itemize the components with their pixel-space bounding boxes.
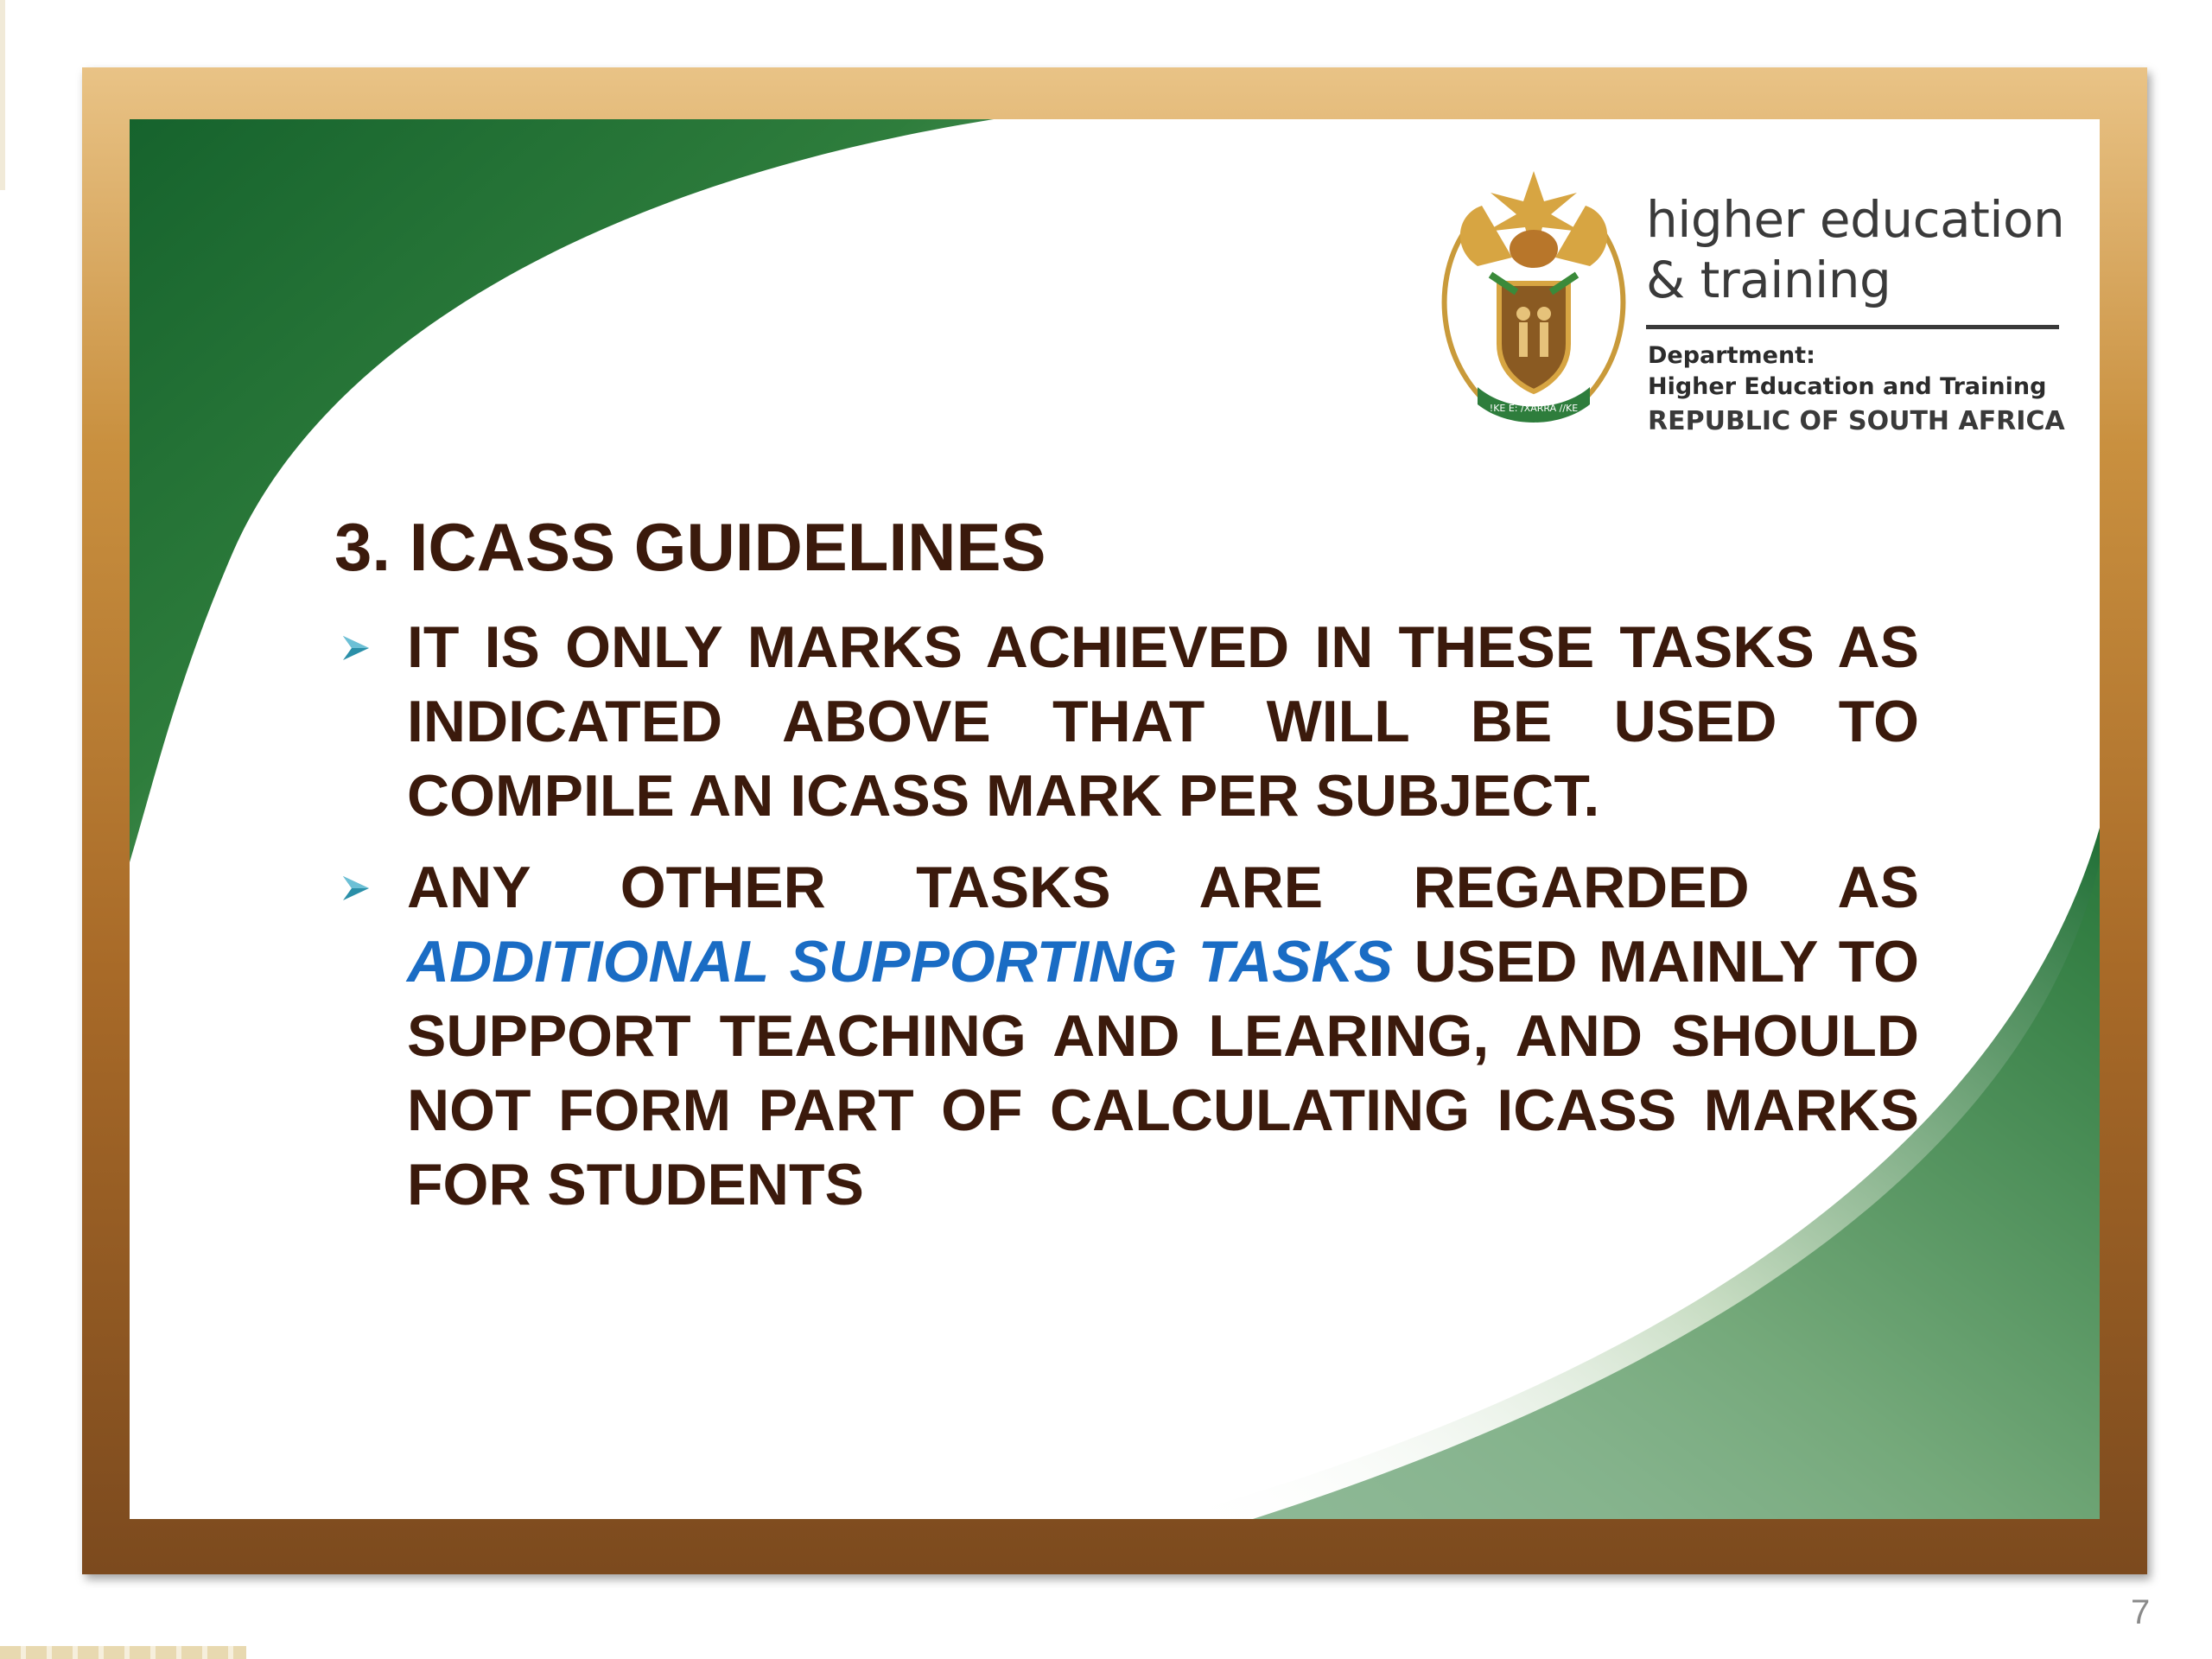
chevron-right-icon (340, 873, 372, 904)
slide-heading: 3. ICASS GUIDELINES (334, 509, 1046, 585)
department-logo (1430, 154, 2087, 439)
chevron-right-icon (340, 632, 372, 664)
highlighted-phrase: ADDITIONAL SUPPORTING TASKS (407, 929, 1393, 995)
bullet-text-lead: ANY OTHER TASKS ARE REGARDED AS (407, 855, 1919, 920)
page-number: 7 (2131, 1593, 2151, 1631)
coat-of-arms-icon (1430, 154, 1637, 430)
brand-title-line2: & training (1646, 251, 1891, 309)
department-label: Department: (1648, 342, 1815, 369)
slide-frame (82, 67, 2147, 1574)
brand-title-line1: higher education (1646, 190, 2065, 249)
country-name: REPUBLIC OF SOUTH AFRICA (1648, 406, 2065, 436)
bullet-text-tail: USED MAINLY TO SUPPORT TEACHING AND LEARING, AND SHOULD NOT FORM PART OF CALCULATING ICASS MARKS FOR STUDENTS (407, 929, 1920, 1217)
slide-canvas (130, 119, 2100, 1519)
bullet-text (407, 850, 1919, 1222)
brand-divider (1646, 325, 2059, 329)
bullet-text: IT IS ONLY MARKS ACHIEVED IN THESE TASKS AS INDICATED ABOVE THAT WILL BE USED TO COMPILE AN ICASS MARK PER SUBJECT. (407, 614, 1919, 829)
bottom-thumbnail-strip (0, 1646, 246, 1659)
department-name: Higher Education and Training (1648, 373, 2047, 400)
crest-motto: !KE E: /XARRA //KE (1489, 403, 1579, 414)
left-edge-strip (0, 0, 5, 190)
